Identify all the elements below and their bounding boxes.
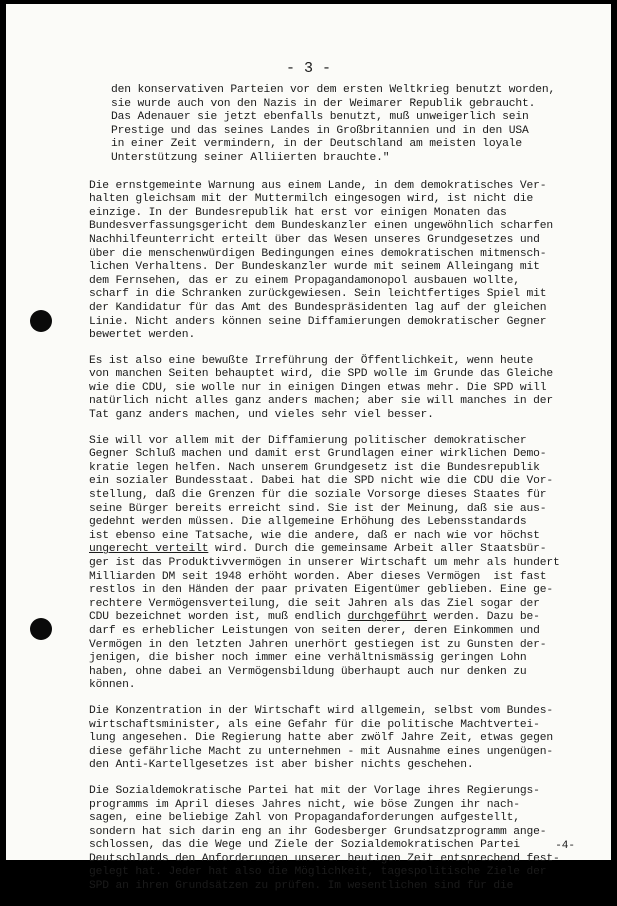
text-segment: können. — [89, 679, 136, 692]
text-segment: lung angesehen. Die Regierung hatte aber zwölf Jahre Zeit, etwas gegen — [89, 732, 554, 745]
text-line — [89, 557, 589, 571]
text-line — [89, 679, 589, 693]
underlined-text: ungerecht verteilt — [89, 543, 209, 556]
text-segment: Linie. Nicht anders können seine Diffamierungen demokratischer Gegner — [89, 315, 547, 328]
text-line — [89, 234, 589, 248]
text-line — [89, 543, 589, 557]
text-line — [89, 409, 589, 423]
text-line — [89, 316, 589, 330]
quote-paragraph — [111, 84, 589, 166]
paragraph — [89, 435, 589, 693]
text-line — [89, 530, 589, 544]
text-segment: der Kandidatur für das Amt des Bundespräsidenten lag auf der gleichen — [89, 301, 547, 314]
text-segment: SPD an ihren Grundsätzen zu prüfen. Im wesentlichen sind für die — [89, 880, 514, 893]
text-segment: stellung, daß die Grenzen für die soziale Vorsorge dieses Staates für — [89, 489, 547, 502]
text-segment: seine Bürger bereits erreicht sind. Sie ist der Meinung, daß sie aus- — [89, 502, 547, 515]
document-body — [89, 84, 589, 906]
text-segment: haben, ohne dabei an Vermögensbildung überhaupt auch nur denken zu — [89, 665, 527, 678]
text-line — [89, 462, 589, 476]
text-line — [89, 746, 589, 760]
text-segment: Sie will vor allem mit der Diffamierung politischer demokratischer — [89, 434, 527, 447]
text-line — [89, 826, 589, 840]
text-segment: jenigen, die bisher noch immer eine verhältnismässig geringen Lohn — [89, 652, 527, 665]
text-segment: gedehnt werden müssen. Die allgemeine Erhöhung des Lebensstandards — [89, 516, 527, 529]
text-line — [89, 639, 589, 653]
text-line — [89, 261, 589, 275]
text-segment: Die Sozialdemokratische Partei hat mit der Vorlage ihres Regierungs- — [89, 784, 540, 797]
text-segment: Nachhilfeunterricht erteilt über das Wesen unseres Grundgesetzes und — [89, 233, 540, 246]
text-segment: schlossen, das die Wege und Ziele der Sozialdemokratischen Partei — [89, 839, 520, 852]
text-segment: Vermögen in den letzten Jahren unerhört gestiegen ist zu Gunsten der- — [89, 638, 547, 651]
text-segment: bewertet werden. — [89, 329, 196, 342]
text-segment: dem Fernsehen, das er zu einem Propagandamonopol ausbauen wollte, — [89, 274, 520, 287]
text-line — [89, 275, 589, 289]
text-segment: lichen Verhaltens. Der Bundeskanzler wurde mit seinem Alleingang mit — [89, 261, 540, 274]
text-line — [89, 475, 589, 489]
text-segment: kratie legen helfen. Nach unserem Grundgesetz ist die Bundesrepublik — [89, 461, 540, 474]
text-line — [89, 705, 589, 719]
text-line — [111, 111, 589, 125]
document-page — [6, 4, 611, 893]
text-line — [89, 839, 589, 853]
text-segment: in einer Zeit vermindern, in der Deutschland am meisten loyale — [111, 138, 523, 151]
text-segment: ger ist das Produktivvermögen in unserer Wirtschaft um mehr als hundert — [89, 557, 560, 569]
text-line — [111, 152, 589, 166]
text-segment: gelegt hat. Jeder hat also die Möglichkeit, tagespolitische Ziele der — [89, 866, 547, 879]
text-segment: halten gleichsam mit der Muttermilch eingesogen wird, ist nicht die — [89, 193, 534, 206]
text-segment: wird. Durch die gemeinsame Arbeit aller Staatsbür- — [208, 543, 547, 556]
text-line — [89, 448, 589, 462]
text-line — [89, 880, 589, 894]
page-number: - 3 - — [285, 60, 331, 77]
text-line — [89, 719, 589, 733]
text-line — [89, 368, 589, 382]
text-segment: den konservativen Parteien vor dem ersten Weltkrieg benutzt worden, — [111, 84, 556, 96]
punch-hole — [30, 310, 52, 332]
text-segment: Unterstützung seiner Alliierten brauchte." — [111, 151, 390, 164]
text-segment: Tat ganz anders machen, und vieles sehr viel besser. — [89, 409, 434, 422]
text-line — [89, 732, 589, 746]
text-line — [89, 652, 589, 666]
paragraph — [89, 180, 589, 343]
text-segment: diese gefährliche Macht zu unternehmen - mit Ausnahme eines ungenügen- — [89, 745, 554, 758]
text-segment: Prestige und das seines Landes in Großbritannien und in den USA — [111, 124, 529, 137]
text-segment: über die menschenwürdigen Bedingungen eines demokratischen mitmensch- — [89, 247, 547, 260]
text-line — [89, 785, 589, 799]
text-line — [111, 98, 589, 112]
text-segment: restlos in den Händen der paar privaten Eigentümer geblieben. Eine ge- — [89, 584, 554, 597]
text-segment: sie wurde auch von den Nazis in der Weimarer Republik gebraucht. — [111, 97, 536, 110]
text-line — [111, 138, 589, 152]
text-segment: scharf in die Schranken zurückgewiesen. Sein leichtfertiges Spiel mit — [89, 288, 547, 301]
text-segment: rechtere Vermögensverteilung, die seit Jahren als das Ziel sogar der — [89, 597, 540, 610]
text-line — [89, 248, 589, 262]
text-segment: werden. Dazu be- — [427, 611, 540, 624]
text-segment: ist ebenso eine Tatsache, wie die andere, daß er nach wie vor höchst — [89, 529, 540, 542]
text-line — [89, 193, 589, 207]
continuation-marker: -4- — [555, 840, 575, 852]
text-segment: von manchen Seiten behauptet wird, die SPD wolle im Grunde das Gleiche — [89, 368, 554, 381]
text-segment: sagen, eine beliebige Zahl von Propagandaforderungen aufgestellt, — [89, 812, 520, 825]
text-segment: CDU bezeichnet worden ist, muß endlich — [89, 611, 348, 624]
text-segment: Es ist also eine bewußte Irreführung der Öffentlichkeit, wenn heute — [89, 354, 534, 367]
text-line — [89, 584, 589, 598]
text-segment: ein sozialer Bundesstaat. Dabei hat die SPD nicht wie die CDU die Vor- — [89, 475, 554, 488]
text-segment: darf es erheblicher Leistungen von seiten derer, deren Einkommen und — [89, 624, 540, 637]
text-line — [89, 355, 589, 369]
text-line — [89, 220, 589, 234]
text-segment: sondern hat sich darin eng an ihr Godesberger Grundsatzprogramm ange- — [89, 825, 547, 838]
text-line — [89, 853, 589, 867]
text-segment: wie die CDU, sie wolle nur in einigen Dingen etwas mehr. Die SPD will — [89, 381, 547, 394]
text-line — [89, 759, 589, 773]
text-line — [89, 611, 589, 625]
text-segment: Bundesverfassungsgericht dem Bundeskanzler einen ungewöhnlich scharfen — [89, 220, 554, 233]
text-line — [89, 799, 589, 813]
text-line — [89, 435, 589, 449]
text-line — [89, 302, 589, 316]
text-line — [89, 516, 589, 530]
text-segment: Die Konzentration in der Wirtschaft wird allgemein, selbst vom Bundes- — [89, 704, 554, 717]
text-segment: natürlich nicht alles ganz anders machen; aber sie will manches in der — [89, 395, 554, 408]
text-segment: den Anti-Kartellgesetzes ist aber bisher nichts geschehen. — [89, 759, 474, 772]
text-line — [89, 571, 589, 585]
text-segment: Das Adenauer sie jetzt ebenfalls benutzt, muß unweigerlich sein — [111, 111, 529, 124]
text-line — [111, 125, 589, 139]
punch-hole — [30, 618, 52, 640]
text-segment: wirtschaftsminister, als eine Gefahr für die politische Machtvertei- — [89, 718, 540, 731]
text-line — [89, 812, 589, 826]
text-segment: Deutschlands den Anforderungen unserer heutigen Zeit entsprechend fest- — [89, 852, 560, 865]
text-line — [89, 382, 589, 396]
text-line — [89, 625, 589, 639]
text-segment: Die ernstgemeinte Warnung aus einem Lande, in dem demokratisches Ver- — [89, 179, 547, 192]
underlined-text: durchgeführt — [347, 611, 428, 624]
text-segment: programms im April dieses Jahres nicht, wie böse Zungen ihr nach- — [89, 798, 520, 811]
text-segment: Milliarden DM seit 1948 erhöht worden. Aber dieses Vermögen ist fast — [89, 570, 547, 583]
text-line — [89, 866, 589, 880]
text-line — [89, 598, 589, 612]
text-line — [111, 84, 589, 98]
text-line — [89, 180, 589, 194]
text-line — [89, 288, 589, 302]
text-line — [89, 489, 589, 503]
paragraph — [89, 785, 589, 894]
text-line — [89, 207, 589, 221]
text-line — [89, 395, 589, 409]
text-segment: Gegner Schluß machen und damit erst Grundlagen einer wirklichen Demo- — [89, 448, 547, 461]
text-line — [89, 503, 589, 517]
text-segment: einzige. In der Bundesrepublik hat erst vor einigen Monaten das — [89, 206, 507, 219]
text-line — [89, 329, 589, 343]
paragraph — [89, 355, 589, 423]
paragraph — [89, 705, 589, 773]
text-line — [89, 666, 589, 680]
